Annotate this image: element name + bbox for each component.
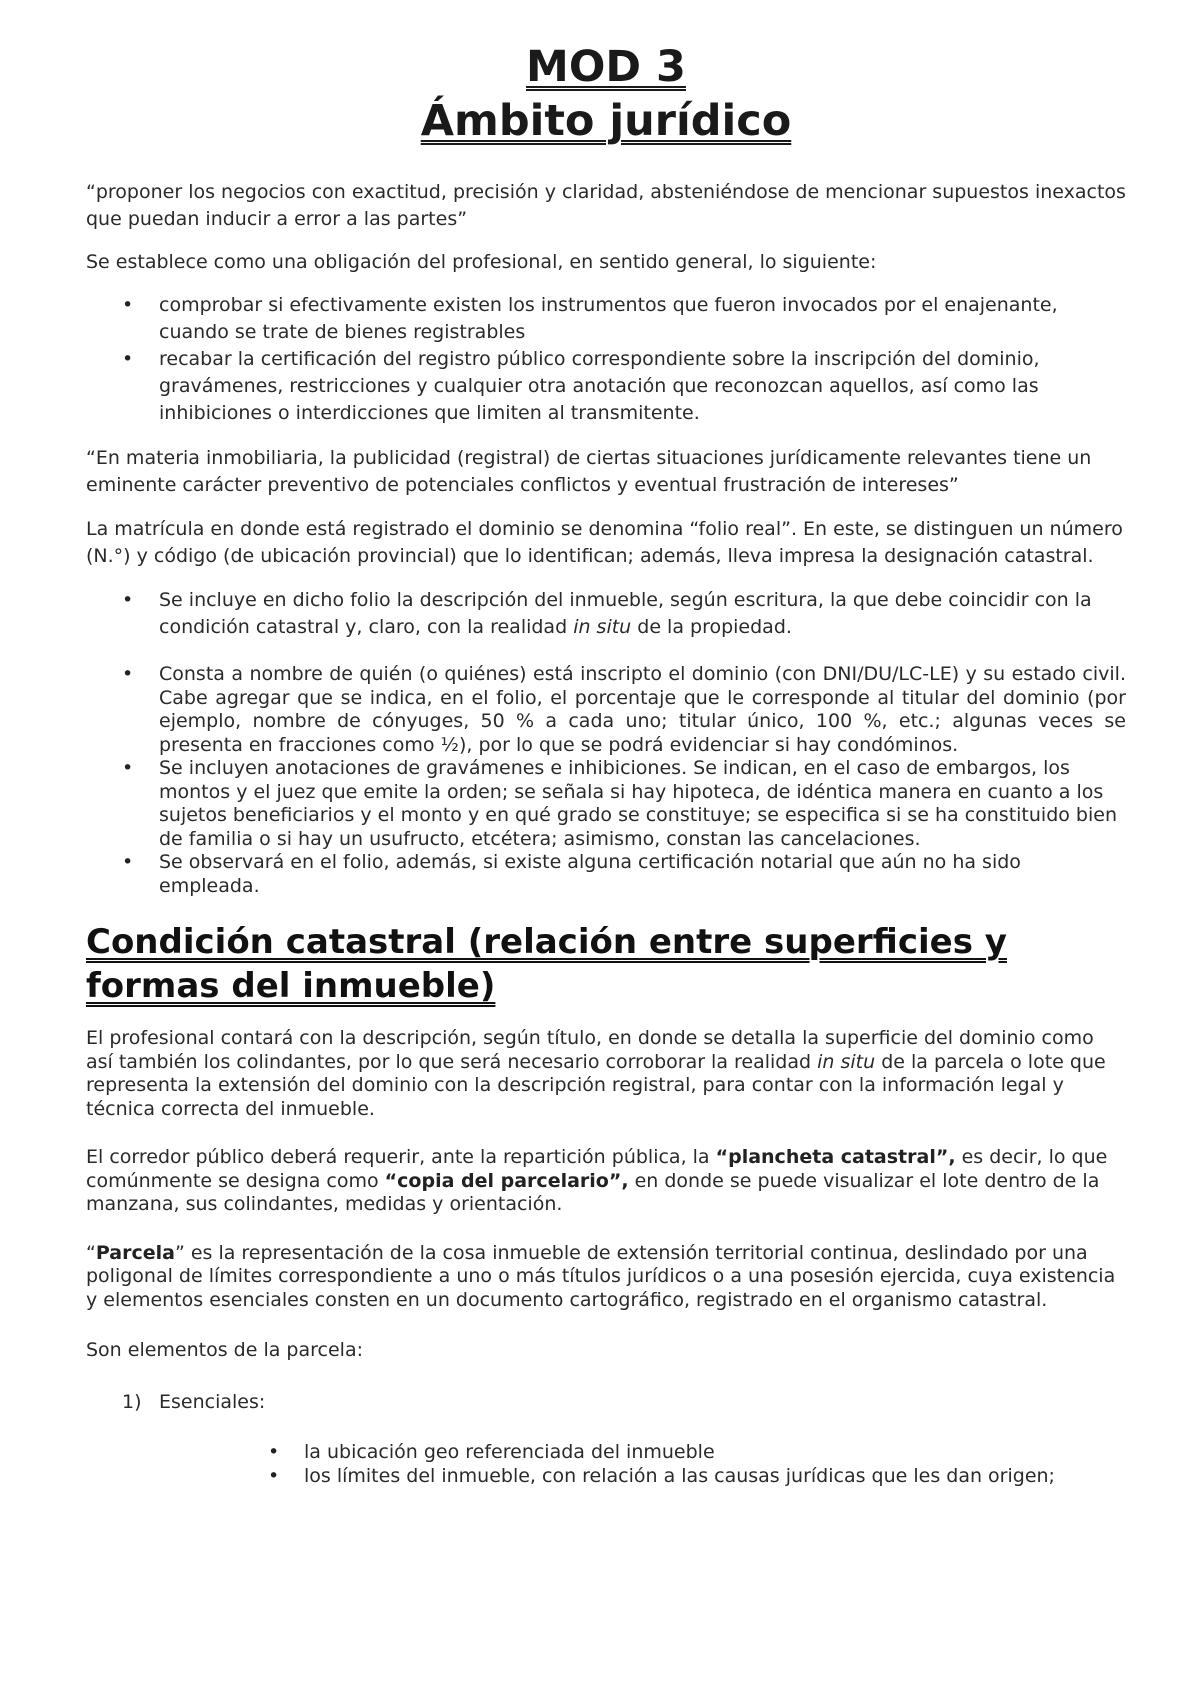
- list-item: • los límites del inmueble, con relación a las causas jurídicas que les dan origen;: [86, 1464, 1126, 1488]
- folio-item1-pre: Se incluye en dicho folio la descripción del inmueble, según escritura, la que debe coincidir con la condición catastral y, claro, con la realidad: [159, 589, 1092, 638]
- descripcion-paragraph: [86, 1027, 1126, 1121]
- parcela-post: ” es la representación de la cosa inmueble de extensión territorial continua, deslindado por una poligonal de límites correspondiente a uno o más títulos jurídicos o a una posesión ejercida, cuya existencia y elementos esenciales consten en un documento cartográfico, registrado en el organismo catastral.: [86, 1241, 1116, 1311]
- plancheta-bold2: “copia del parcelario”,: [384, 1169, 629, 1192]
- list-item: [86, 587, 1126, 641]
- list-item: • comprobar si efectivamente existen los instrumentos que fueron invocados por el enajenante, cuando se trate de bienes registrables: [86, 292, 1126, 346]
- list-item: • Se incluyen anotaciones de gravámenes e inhibiciones. Se indican, en el caso de embargos, los montos y el juez que emite la orden; se señala si hay hipoteca, de idéntica manera en cuanto a los sujetos beneficiarios y el monto y en qué grado se constituye; se especifica si se ha constituido bien de familia o si hay un usufructo, etcétera; asimismo, constan las cancelaciones.: [86, 757, 1126, 851]
- parcela-paragraph: [86, 1242, 1126, 1313]
- list-item: • la ubicación geo referenciada del inmueble: [86, 1440, 1126, 1464]
- folio-list: [86, 587, 1126, 641]
- descripcion-post: de la parcela o lote que representa la extensión del dominio con la descripción registral, para contar con la información legal y técnica correcta del inmueble.: [86, 1050, 1106, 1120]
- quote-paragraph-1: “proponer los negocios con exactitud, precisión y claridad, absteniéndose de mencionar supuestos inexactos que puedan inducir a error a las partes”: [86, 181, 1126, 230]
- descripcion-pre: El profesional contará con la descripción, según título, en donde se detalla la superficie del dominio como así también los colindantes, por lo que será necesario corroborar la realidad: [86, 1027, 1094, 1073]
- folio-details-list: [86, 663, 1126, 898]
- list-item: [86, 1389, 1126, 1416]
- plancheta-paragraph: [86, 1146, 1126, 1217]
- parcela-open: “: [86, 1241, 96, 1264]
- elements-intro: Son elementos de la parcela:: [86, 1339, 363, 1361]
- elements-numbered-list: [86, 1389, 1126, 1416]
- obligations-list: [86, 292, 1126, 427]
- plancheta-bold1: “plancheta catastral”,: [715, 1146, 956, 1168]
- descripcion-italic: in situ: [817, 1050, 876, 1073]
- document-title: [86, 40, 1126, 148]
- plancheta-pre: El corredor público deberá requerir, ante la repartición pública, la: [86, 1146, 716, 1168]
- section-heading: Condición catastral (relación entre superficies y formas del inmueble): [86, 922, 1007, 1006]
- list-number: 1): [122, 1391, 142, 1413]
- list-item: • Se observará en el folio, además, si existe alguna certificación notarial que aún no ha sido empleada.: [86, 851, 1126, 898]
- plancheta-mid: es decir, lo que comúnmente se designa como: [86, 1146, 1108, 1192]
- list-label: Esenciales:: [159, 1391, 266, 1413]
- quote-paragraph-2: “En materia inmobiliaria, la publicidad (registral) de ciertas situaciones jurídicamente relevantes tiene un eminente carácter preventivo de potenciales conflictos y eventual frustración de intereses”: [86, 447, 1092, 496]
- folio-item1-italic: in situ: [573, 616, 632, 638]
- title-line2: Ámbito jurídico: [420, 96, 792, 146]
- title-line1: MOD 3: [526, 42, 686, 92]
- folio-item1-post: de la propiedad.: [631, 616, 792, 638]
- parcela-bold: Parcela: [95, 1241, 175, 1264]
- intro-paragraph: Se establece como una obligación del profesional, en sentido general, lo siguiente:: [86, 251, 877, 273]
- list-item: • Consta a nombre de quién (o quiénes) está inscripto el dominio (con DNI/DU/LC-LE) y su estado civil. Cabe agregar que se indica, en el folio, el porcentaje que le corresponde al titular del dominio (por ejemplo, nombre de cónyuges, 50 % a cada uno; titular único, 100 %, etc.; algunas veces se presenta en fracciones como ½), por lo que se podrá evidenciar si hay condóminos.: [86, 663, 1126, 757]
- matricula-paragraph: La matrícula en donde está registrado el dominio se denomina “folio real”. En este, se distinguen un número (N.°) y código (de ubicación provincial) que lo identifican; además, lleva impresa la designación catastral.: [86, 518, 1123, 567]
- plancheta-post: en donde se puede visualizar el lote dentro de la manzana, sus colindantes, medidas y orientación.: [86, 1169, 1100, 1215]
- list-item: • recabar la certificación del registro público correspondiente sobre la inscripción del dominio, gravámenes, restricciones y cualquier otra anotación que reconozcan aquellos, así como las inhibiciones o interdicciones que limiten al transmitente.: [86, 346, 1126, 427]
- document-page: [86, 40, 1126, 1488]
- esenciales-list: [86, 1440, 1126, 1488]
